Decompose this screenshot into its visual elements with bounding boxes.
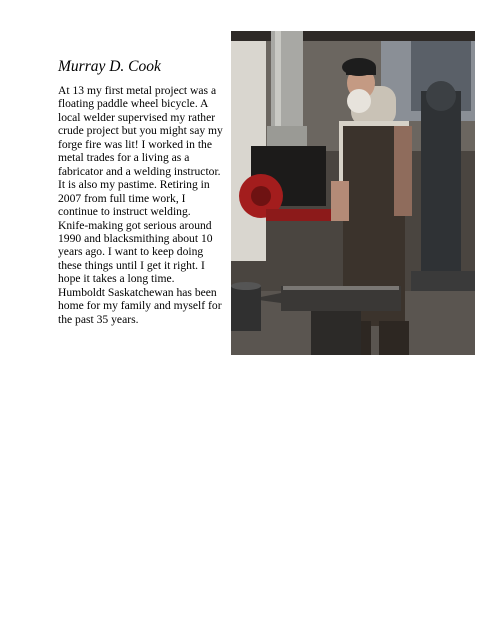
photo-illustration [231,31,475,355]
blacksmith-photo [231,31,475,355]
person-name: Murray D. Cook [58,58,161,75]
biography-text: At 13 my first metal project was a floating paddle wheel bicycle. A local welder supervised my rather crude project but you might say my forge fire was lit! I worked in the metal trades for a living as a fabricator and a welding instructor. It is also my pastime. Retiring in 2007 from full time work, I continue to instruct welding. Knife-making got serious around 1990 and blacksmithing about 10 years ago. I want to keep doing these things until I get it right. I hope it takes a long time. Humboldt Saskatchewan has been home for my family and myself for the past 35 years. [58,84,223,326]
